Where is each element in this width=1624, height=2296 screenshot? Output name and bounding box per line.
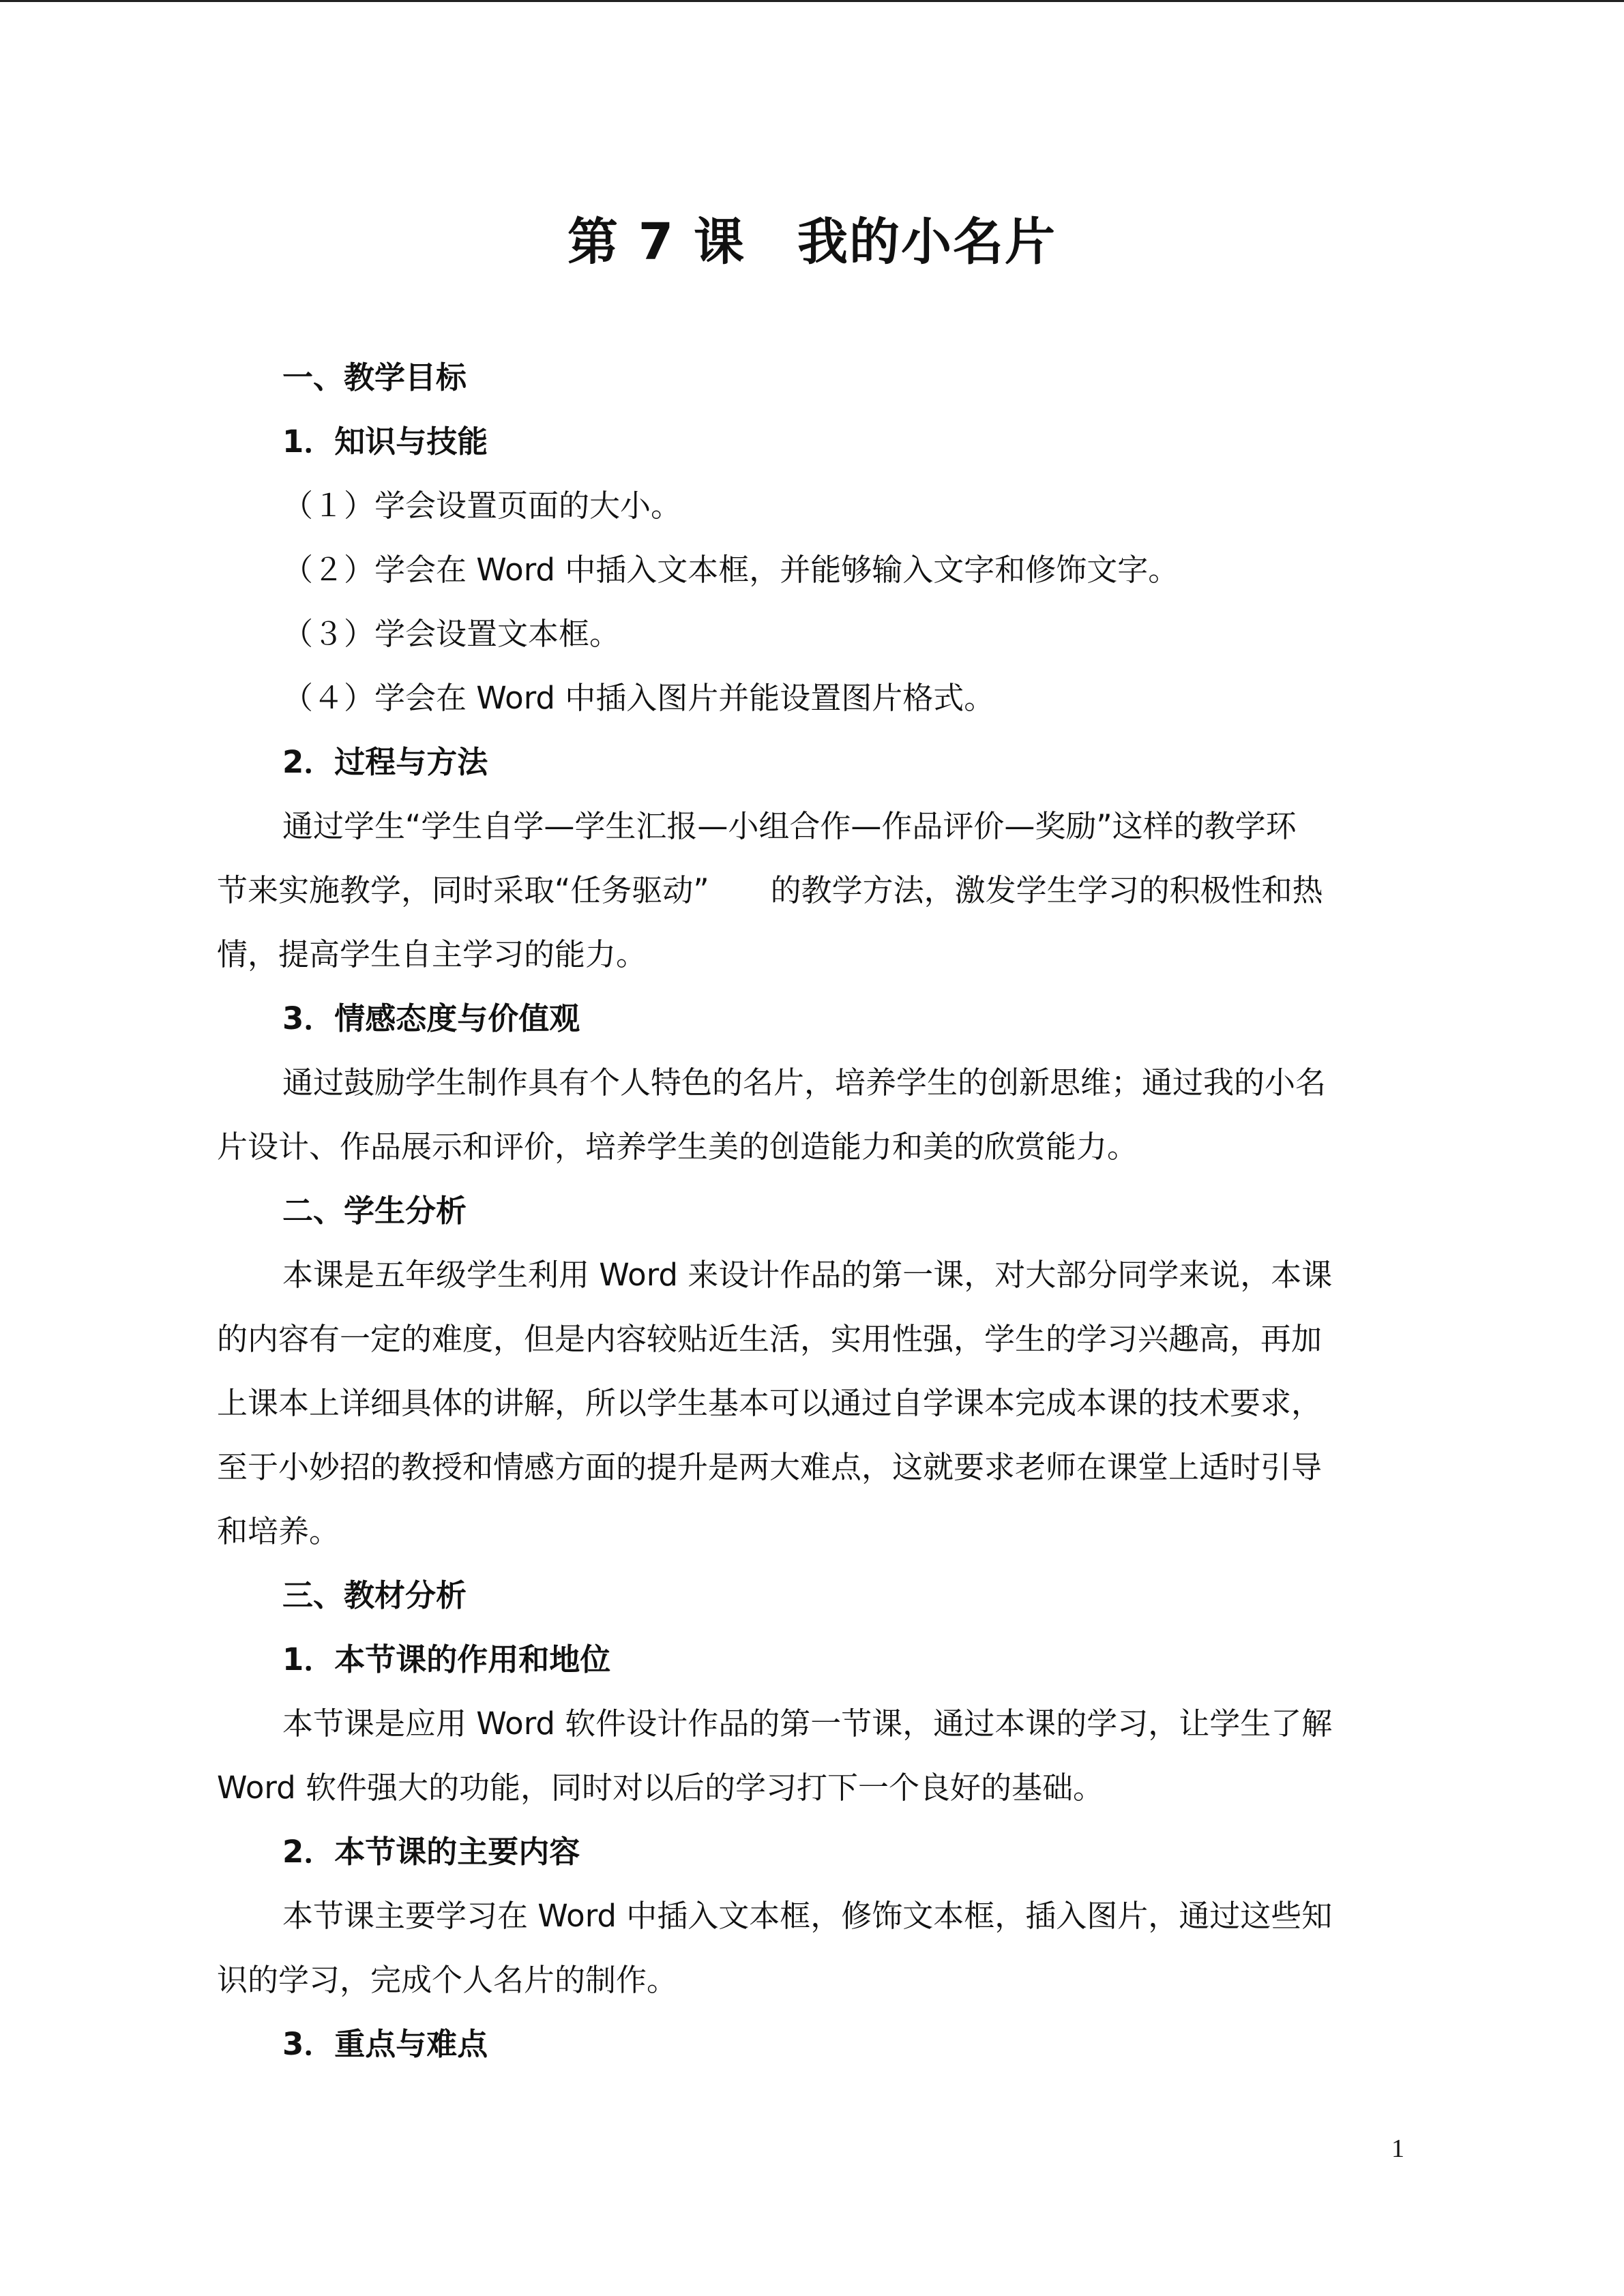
paragraph-line: 片设计、作品展示和评价，培养学生美的创造能力和美的欣赏能力。 bbox=[217, 1129, 1138, 1165]
subheading-attitude-values: 3．情感态度与价值观 bbox=[282, 1000, 580, 1037]
paragraph-line: 情，提高学生自主学习的能力。 bbox=[217, 936, 647, 972]
section-heading-teaching-goals: 一、教学目标 bbox=[282, 359, 467, 396]
list-item: （３）学会设置文本框。 bbox=[282, 616, 621, 652]
list-item: （１）学会设置页面的大小。 bbox=[282, 488, 682, 524]
subheading-knowledge-skills: 1．知识与技能 bbox=[282, 423, 488, 460]
list-item: （２）学会在 Word 中插入文本框，并能够输入文字和修饰文字。 bbox=[282, 552, 1179, 588]
paragraph-line: 通过鼓励学生制作具有个人特色的名片，培养学生的创新思维；通过我的小名 bbox=[282, 1064, 1327, 1101]
paragraph-line: 节来实施教学，同时采取“任务驱动” 的教学方法，激发学生学习的积极性和热 bbox=[217, 872, 1323, 908]
paragraph-line: 和培养。 bbox=[217, 1513, 340, 1549]
paragraph-line: 本节课主要学习在 Word 中插入文本框，修饰文本框，插入图片，通过这些知 bbox=[282, 1898, 1333, 1934]
subheading-role-position: 1．本节课的作用和地位 bbox=[282, 1641, 611, 1678]
paragraph-line: Word 软件强大的功能，同时对以后的学习打下一个良好的基础。 bbox=[217, 1770, 1104, 1806]
paragraph-line: 通过学生“学生自学—学生汇报—小组合作—作品评价—奖励”这样的教学环 bbox=[282, 808, 1297, 844]
paragraph-line: 识的学习，完成个人名片的制作。 bbox=[217, 1962, 678, 1998]
subheading-process-method: 2．过程与方法 bbox=[282, 744, 488, 780]
section-heading-student-analysis: 二、学生分析 bbox=[282, 1193, 467, 1229]
subheading-main-content: 2．本节课的主要内容 bbox=[282, 1834, 580, 1870]
paragraph-line: 本节课是应用 Word 软件设计作品的第一节课，通过本课的学习，让学生了解 bbox=[282, 1705, 1333, 1742]
paragraph-line: 至于小妙招的教授和情感方面的提升是两大难点，这就要求老师在课堂上适时引导 bbox=[217, 1449, 1323, 1485]
subheading-key-difficult-points: 3．重点与难点 bbox=[282, 2026, 488, 2062]
paragraph-line: 的内容有一定的难度，但是内容较贴近生活，实用性强，学生的学习兴趣高，再加 bbox=[217, 1321, 1323, 1357]
list-item: （４）学会在 Word 中插入图片并能设置图片格式。 bbox=[282, 680, 995, 716]
section-heading-textbook-analysis: 三、教材分析 bbox=[282, 1577, 467, 1613]
paragraph-line: 上课本上详细具体的讲解，所以学生基本可以通过自学课本完成本课的技术要求， bbox=[217, 1385, 1323, 1421]
page-number: 1 bbox=[1391, 2134, 1404, 2163]
document-title: 第 7 课 我的小名片 bbox=[567, 213, 1057, 271]
paragraph-line: 本课是五年级学生利用 Word 来设计作品的第一课，对大部分同学来说，本课 bbox=[282, 1257, 1333, 1293]
